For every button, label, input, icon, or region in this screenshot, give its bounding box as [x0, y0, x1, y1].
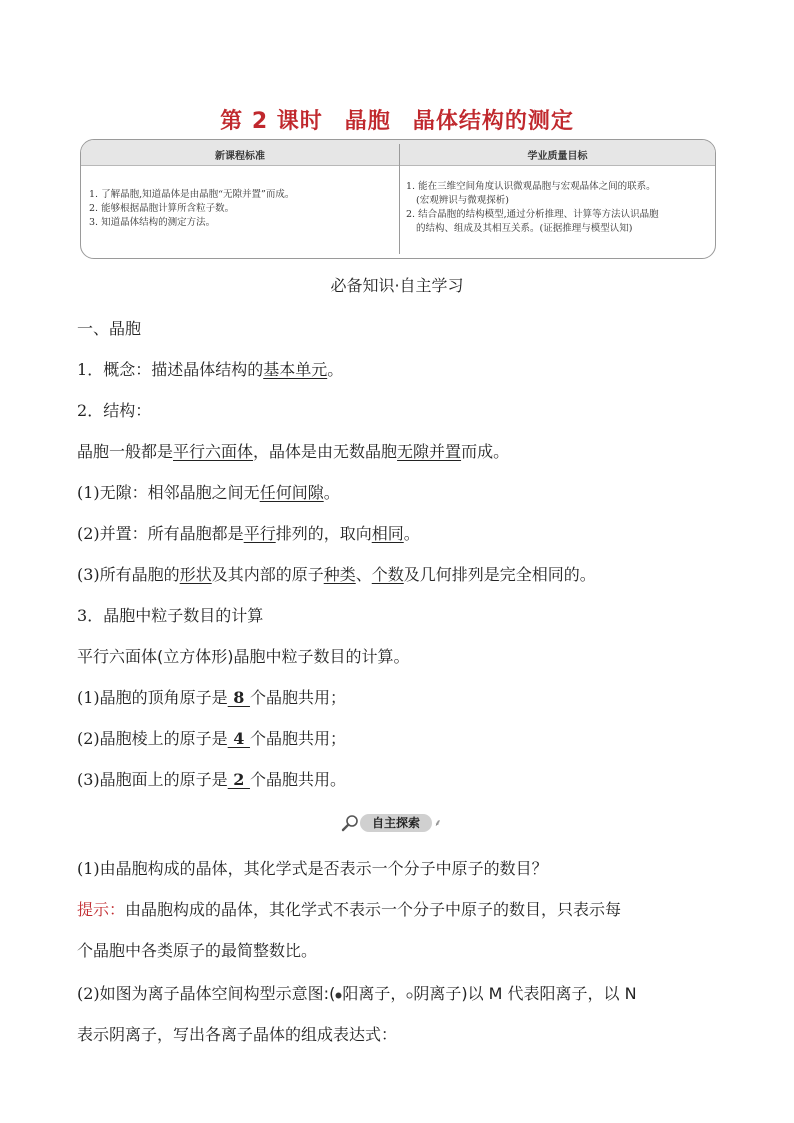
- goal-item: (宏观辨识与微观探析): [416, 195, 509, 206]
- quality-goals-header: 学业质量目标: [527, 151, 588, 162]
- swirl-decoration-icon: ⸙: [434, 818, 442, 829]
- section-title: 必备知识·自主学习: [330, 276, 464, 295]
- self-explore-badge: [340, 813, 452, 833]
- structure-heading: 2．结构：: [77, 401, 152, 420]
- curriculum-item: 3. 知道晶体结构的测定方法。: [89, 217, 216, 228]
- self-explore-label: 自主探索: [360, 814, 432, 832]
- hint-label: 提示：: [77, 900, 126, 919]
- standards-table: [80, 139, 716, 259]
- answer-blank: 8: [227, 688, 250, 707]
- magnifier-icon: [340, 813, 360, 833]
- item-no-gap: (1)无隙：相邻晶胞之间无任何间隙。: [77, 483, 340, 502]
- answer-blank: 任何间隙: [259, 483, 324, 502]
- calc-edge: (2)晶胞棱上的原子是 4 个晶胞共用；: [77, 729, 346, 748]
- calc-heading: 3．晶胞中粒子数目的计算: [77, 606, 264, 625]
- curriculum-list: [89, 188, 389, 230]
- item-parallel: (2)并置：所有晶胞都是平行排列的，取向相同。: [77, 524, 420, 543]
- answer-blank: 相同: [371, 524, 404, 543]
- hint-line-1: 提示：由晶胞构成的晶体，其化学式不表示一个分子中原子的数目，只表示每: [77, 900, 622, 919]
- hint-line-2: 个晶胞中各类原子的最简整数比。: [77, 941, 318, 960]
- new-curriculum-header: 新课程标准: [215, 151, 265, 162]
- answer-blank: 4: [227, 729, 250, 748]
- goal-item: 1. 能在三维空间角度认识微观晶胞与宏观晶体之间的联系。: [406, 181, 656, 192]
- page-title: 第 2 课时 晶胞 晶体结构的测定: [220, 109, 574, 134]
- question-1: (1)由晶胞构成的晶体，其化学式是否表示一个分子中原子的数目？: [77, 859, 548, 878]
- heading-unit-cell: 一、晶胞: [77, 319, 142, 338]
- answer-blank: 无隙并置: [397, 442, 462, 461]
- answer-blank: 平行: [243, 524, 276, 543]
- answer-blank: 2: [227, 770, 250, 789]
- question-2-line-2: 表示阴离子，写出各离子晶体的组成表达式：: [77, 1025, 398, 1044]
- curriculum-item: 2. 能够根据晶胞计算所含粒子数。: [89, 203, 235, 214]
- answer-blank: 基本单元: [263, 360, 328, 379]
- answer-blank: 形状: [179, 565, 212, 584]
- concept-line: 1．概念：描述晶体结构的基本单元。: [77, 360, 344, 379]
- question-2: (2)如图为离子晶体空间构型示意图:( 阳离子， 阴离子)以 M 代表阳离子，以 N: [77, 984, 637, 1003]
- goal-item: 的结构、组成及其相互关系。(证据推理与模型认知): [416, 223, 633, 234]
- curriculum-item: 1. 了解晶胞,知道晶体是由晶胞“无隙并置”而成。: [89, 189, 295, 200]
- item-identical: (3)所有晶胞的形状及其内部的原子种类、个数及几何排列是完全相同的。: [77, 565, 596, 584]
- calc-face: (3)晶胞面上的原子是 2 个晶胞共用。: [77, 770, 346, 789]
- goals-list: [406, 180, 708, 236]
- calc-line: 平行六面体(立方体形)晶胞中粒子数目的计算。: [77, 647, 410, 666]
- structure-line: 晶胞一般都是平行六面体，晶体是由无数晶胞无隙并置而成。: [77, 442, 510, 461]
- goal-item: 2. 结合晶胞的结构模型,通过分析推理、计算等方法认识晶胞: [406, 209, 659, 220]
- answer-blank: 种类: [323, 565, 356, 584]
- answer-blank: 平行六面体: [173, 442, 254, 461]
- answer-blank: 个数: [371, 565, 404, 584]
- calc-corner: (1)晶胞的顶角原子是 8 个晶胞共用；: [77, 688, 346, 707]
